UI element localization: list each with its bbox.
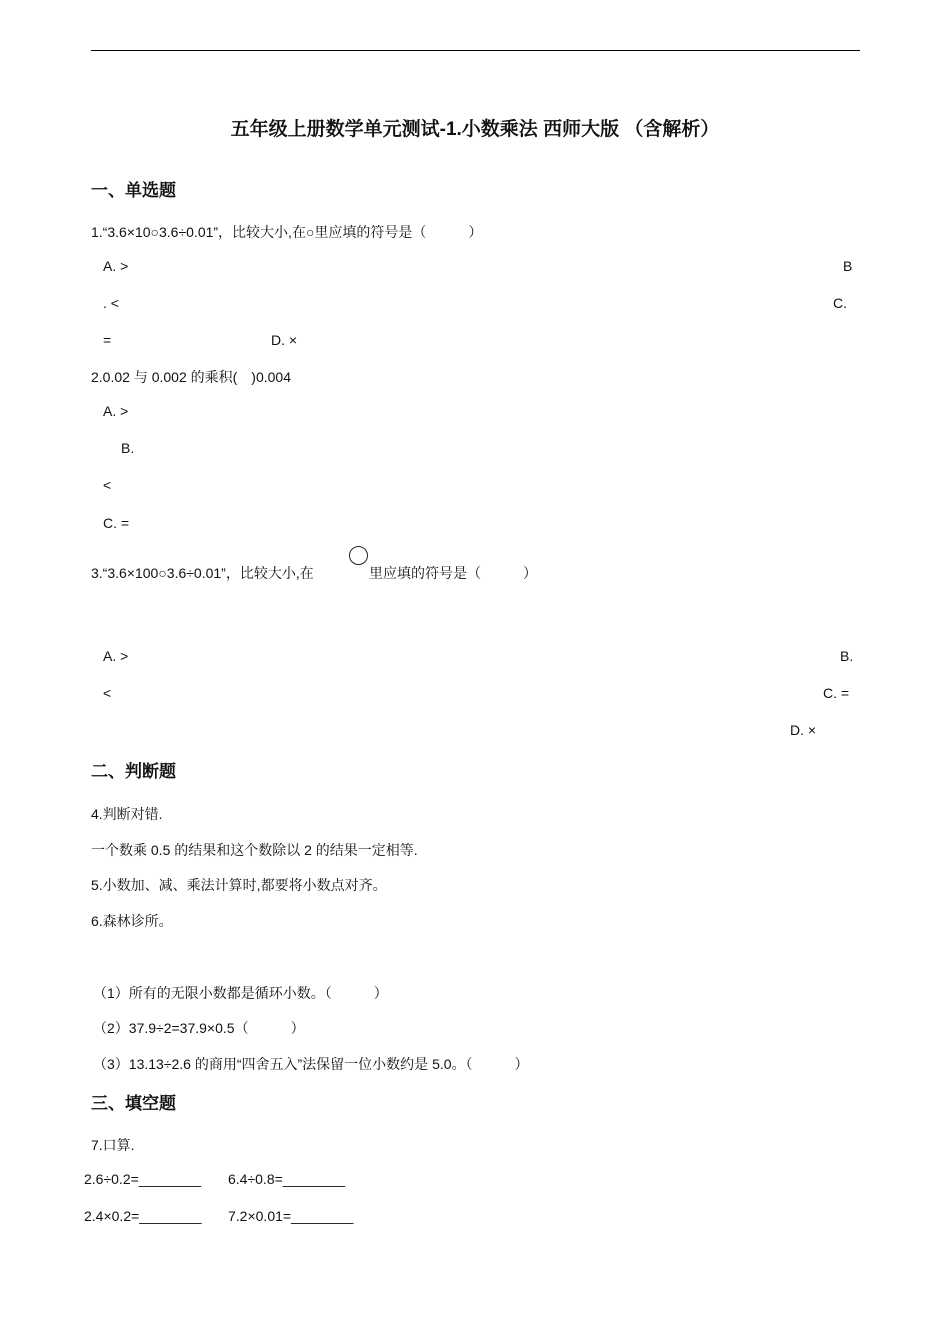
question-2-option-c[interactable]: C. = <box>103 515 130 531</box>
question-3-option-b-symbol[interactable]: < <box>103 685 112 701</box>
question-7-item-3[interactable]: 2.4×0.2=________ <box>84 1208 202 1224</box>
question-5-statement: 5.小数加、减、乘法计算时,都要将小数点对齐。 <box>91 877 387 893</box>
question-3-option-c[interactable]: C. = <box>823 685 850 701</box>
question-3-option-d[interactable]: D. × <box>790 722 817 738</box>
page-title: 五年级上册数学单元测试-1.小数乘法 西师大版 （含解析） <box>230 119 720 140</box>
question-6-stem: 6.森林诊所。 <box>91 913 173 929</box>
question-1-option-b-symbol[interactable]: . < <box>103 295 119 311</box>
question-7-item-1[interactable]: 2.6÷0.2=________ <box>84 1171 202 1187</box>
question-2-option-a[interactable]: A. > <box>103 403 129 419</box>
question-3-stem-part2: 里应填的符号是（ ） <box>369 565 537 581</box>
section-heading-single-choice: 一、单选题 <box>91 181 176 200</box>
question-1-option-b-letter[interactable]: B <box>843 258 853 274</box>
question-1-option-a[interactable]: A. > <box>103 258 129 274</box>
question-2-option-b-symbol[interactable]: < <box>103 477 112 493</box>
header-rule <box>91 50 860 51</box>
question-2-stem: 2.0.02 与 0.002 的乘积( )0.004 <box>91 369 291 385</box>
question-4-stem: 4.判断对错. <box>91 806 163 822</box>
question-7-stem: 7.口算. <box>91 1137 135 1153</box>
question-3-stem-part1: 3.“3.6×100○3.6÷0.01”，比较大小,在 <box>91 565 314 581</box>
question-6-part-1: （1）所有的无限小数都是循环小数。（ ） <box>93 985 388 1001</box>
question-1-option-c-letter[interactable]: C. <box>833 295 847 311</box>
question-1-option-d[interactable]: D. × <box>271 332 298 348</box>
question-6-part-3: （3）13.13÷2.6 的商用“四舍五入”法保留一位小数约是 5.0。（ ） <box>93 1056 529 1072</box>
question-3-option-a[interactable]: A. > <box>103 648 129 664</box>
question-7-item-2[interactable]: 6.4÷0.8=________ <box>228 1171 346 1187</box>
question-7-item-4[interactable]: 7.2×0.01=________ <box>228 1208 354 1224</box>
question-1-option-c-symbol[interactable]: = <box>103 332 112 348</box>
section-heading-fill-blank: 三、填空题 <box>91 1094 176 1113</box>
question-6-part-2: （2）37.9÷2=37.9×0.5（ ） <box>93 1020 305 1036</box>
question-3-option-b-letter[interactable]: B. <box>840 648 854 664</box>
circle-blank-icon <box>349 546 368 565</box>
section-heading-true-false: 二、判断题 <box>91 762 176 781</box>
question-2-option-b-letter[interactable]: B. <box>121 440 135 456</box>
question-1-stem: 1.“3.6×10○3.6÷0.01”，比较大小,在○里应填的符号是（ ） <box>91 224 483 240</box>
question-4-statement: 一个数乘 0.5 的结果和这个数除以 2 的结果一定相等. <box>91 842 418 858</box>
